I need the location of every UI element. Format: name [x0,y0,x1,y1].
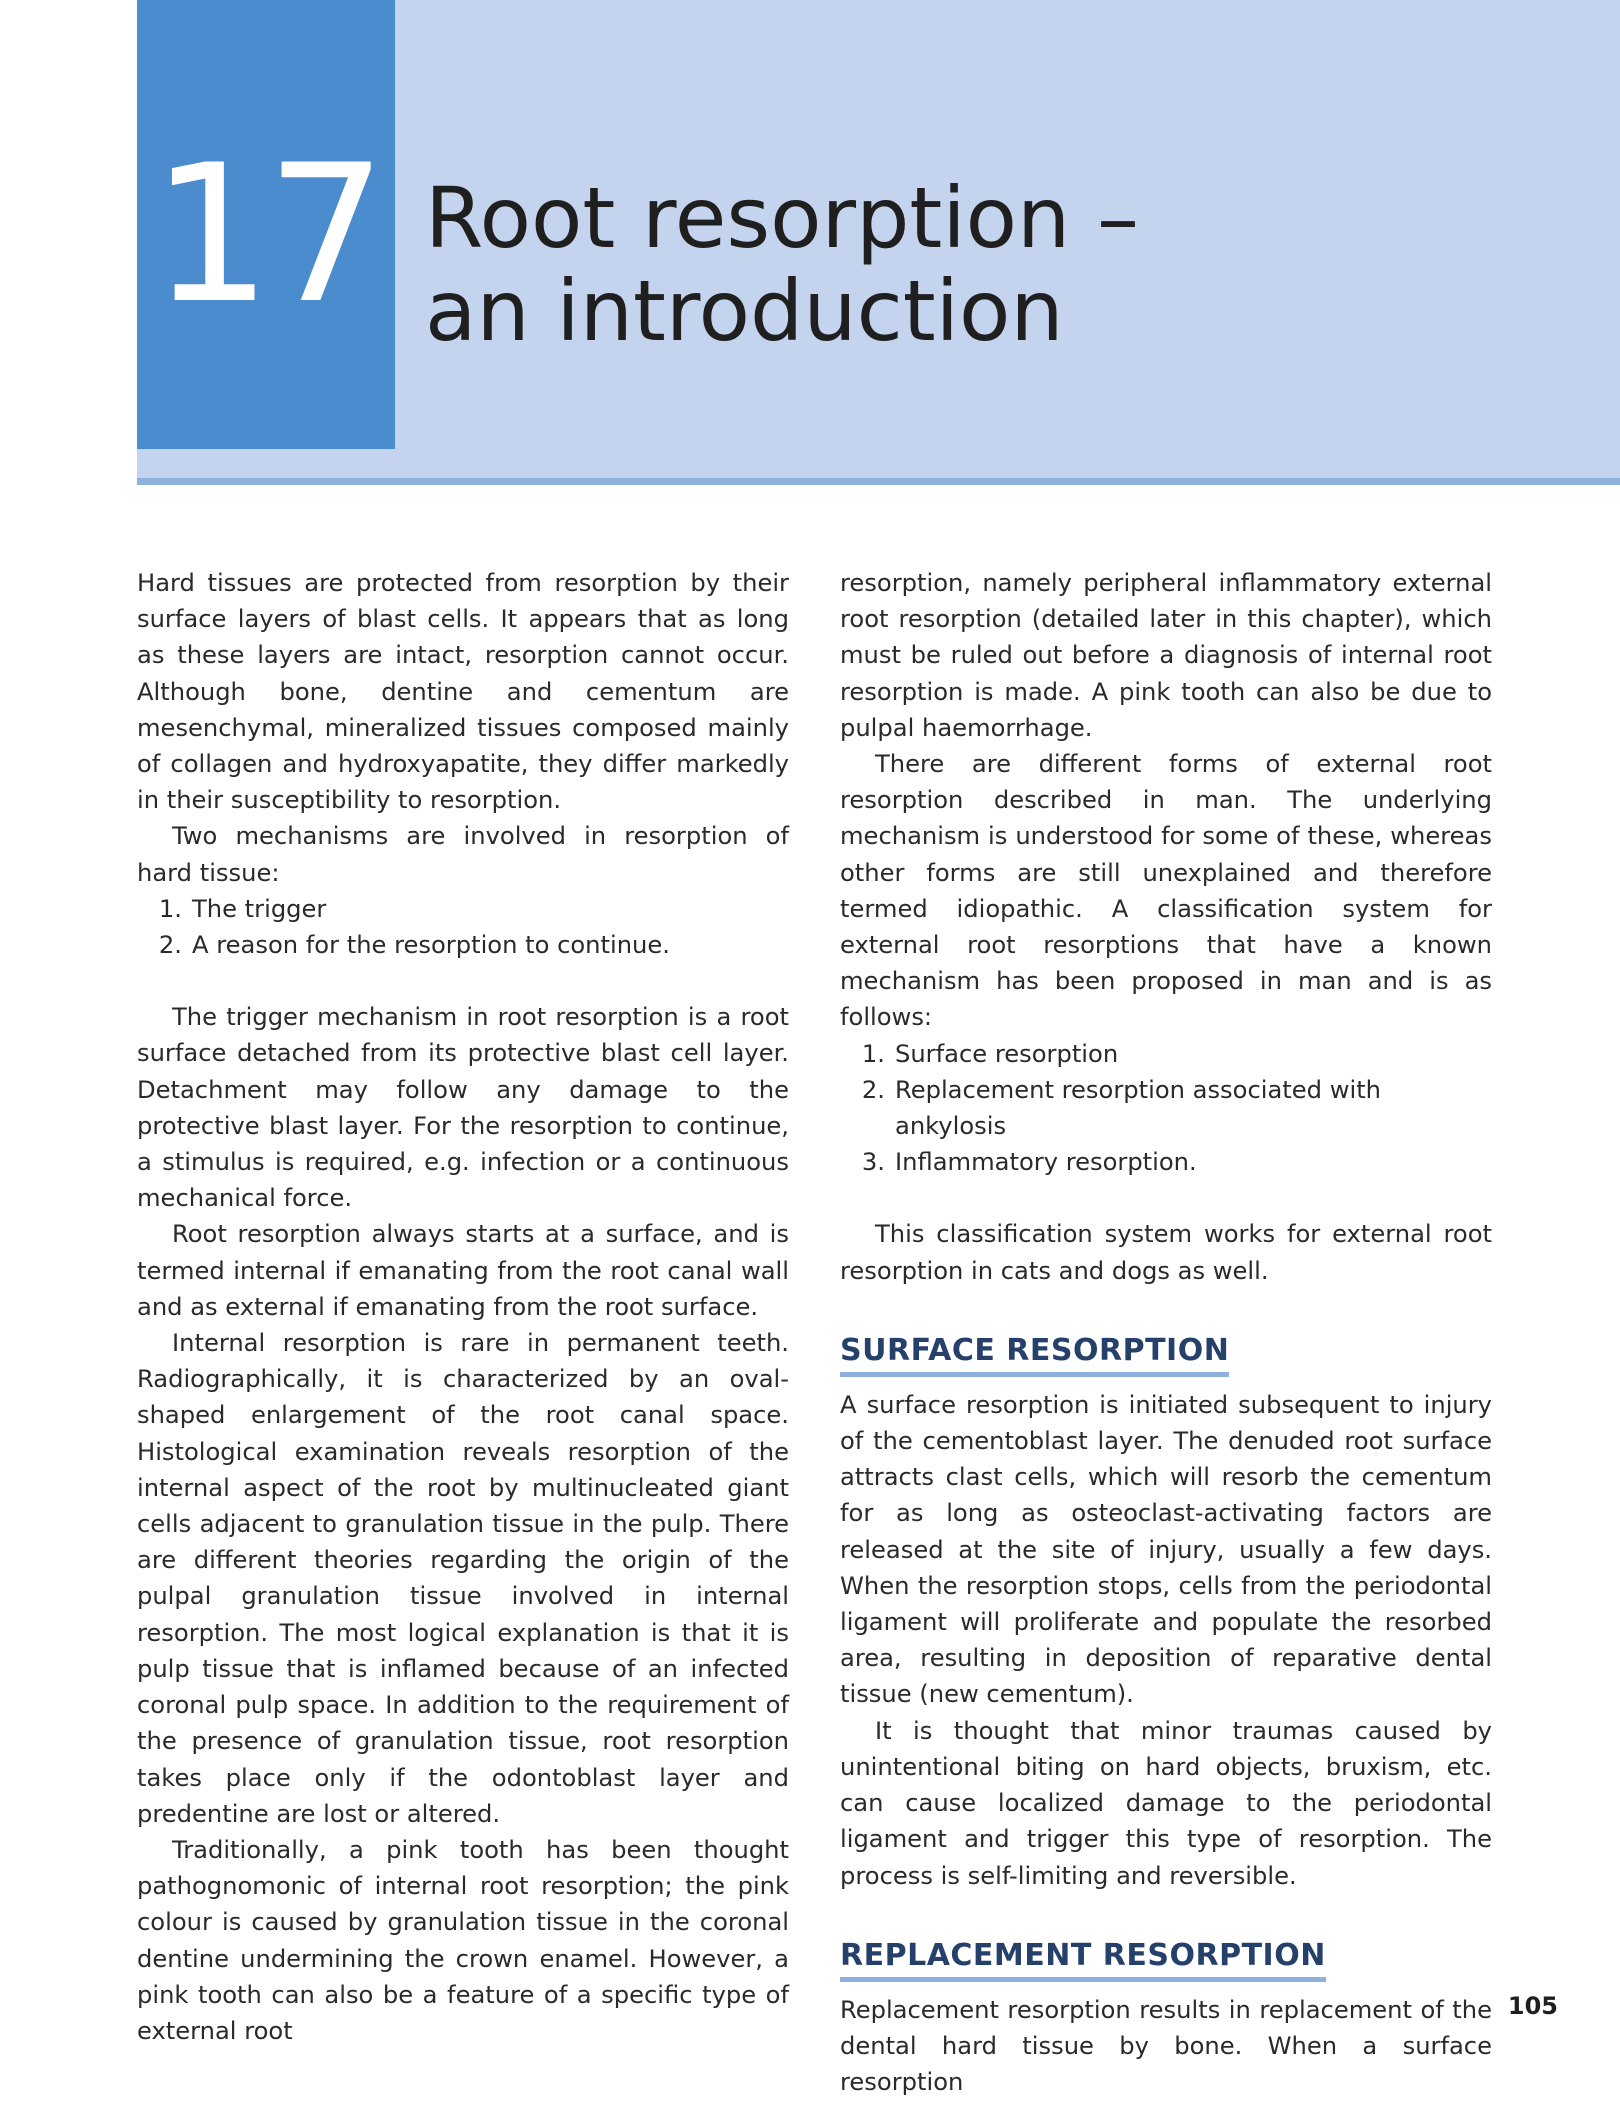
paragraph: Two mechanisms are involved in resorption of hard tissue: [137,822,789,887]
list-text: A reason for the resorption to continue. [192,931,670,960]
paragraph: Hard tissues are protected from resorption by their surface layers of blast cells. It appears that as long as these layers are intact, resorption cannot occur. Although bone, dentine and cementum are mesenchymal, mineralized tissues composed mainly of collagen and hydroxyapatite, they differ markedly in their susceptibility to resorption. [137,569,789,815]
chapter-title-line-2: an introduction [425,262,1064,360]
paragraph: resorption, namely peripheral inflammatory external root resorption (detailed later in this chapter), which must be ruled out before a diagnosis of internal root resorption is made. A pink tooth can also be due to pulpal haemorrhage. [840,569,1492,742]
chapter-title [425,169,1139,360]
list-text: Replacement resorption associated with ankylosis [895,1075,1382,1141]
chapter-title-line-1: Root resorption – [425,169,1139,267]
list-item [840,1144,1492,1180]
right-column [840,565,1492,2100]
paragraph: The trigger mechanism in root resorption is a root surface detached from its protective blast cell layer. Detachment may follow any damage to the protective blast layer. For the resorption to continue, a stimulus is required, e.g. infection or a continuous mechanical force. [137,1003,789,1213]
section-heading-surface [840,1289,1492,1377]
page-number: 105 [1507,1992,1558,2020]
paragraph: There are different forms of external root resorption described in man. The underlying mechanism is understood for some of these, whereas other forms are still unexplained and therefore termed idiopathic. A classification system for external root resorptions that have a known mechanism has been proposed in man and is as follows: [840,750,1492,1032]
list-item [840,1036,1492,1072]
heading-underline [840,1977,1326,1982]
list-number: 2. [861,1075,885,1104]
paragraph: Traditionally, a pink tooth has been thought pathognomonic of internal root resorption; the pink colour is caused by granulation tissue in the coronal dentine undermining the crown enamel. However, a pink tooth can also be a feature of a specific type of external root [137,1835,789,2045]
paragraph: A surface resorption is initiated subsequent to injury of the cementoblast layer. The denuded root surface attracts clast cells, which will resorb the cementum for as long as osteoclast-activating factors are released at the site of injury, usually a few days. When the resorption stops, cells from the periodontal ligament will proliferate and populate the resorbed area, resulting in deposition of reparative dental tissue (new cementum). [840,1390,1492,1709]
header-rule [137,478,1620,485]
section-heading-text: REPLACEMENT RESORPTION [840,1937,1326,1973]
paragraph: Internal resorption is rare in permanent teeth. Radiographically, it is characterized by an oval-shaped enlargement of the root canal space. Histological examination reveals resorption of the internal aspect of the root by multinucleated giant cells adjacent to granulation tissue in the pulp. There are different theories regarding the origin of the pulpal granulation tissue involved in internal resorption. The most logical explanation is that it is pulp tissue that is inflamed because of an infected coronal pulp space. In addition to the requirement of the presence of granulation tissue, root resorption takes place only if the odontoblast layer and predentine are lost or altered. [137,1329,789,1828]
section-heading-text: SURFACE RESORPTION [840,1332,1230,1368]
mechanisms-list [137,891,789,963]
list-text: Surface resorption [895,1039,1119,1068]
list-item [137,927,789,963]
list-number: 3. [861,1148,885,1177]
classification-list [840,1036,1492,1181]
section-heading [840,1937,1326,1982]
paragraph: Replacement resorption results in replacement of the dental hard tissue by bone. When a surface resorption [840,1995,1492,2097]
paragraph: Root resorption always starts at a surface, and is termed internal if emanating from the root canal wall and as external if emanating from the root surface. [137,1220,789,1321]
list-item [840,1072,1492,1144]
list-text: Inflammatory resorption. [895,1148,1197,1177]
section-heading-replacement [840,1894,1492,1982]
paragraph: It is thought that minor traumas caused by unintentional biting on hard objects, bruxism, etc. can cause localized damage to the periodontal ligament and trigger this type of resorption. The process is self-limiting and reversible. [840,1716,1492,1890]
list-text: The trigger [192,894,327,923]
chapter-number: 17 [151,124,381,345]
paragraph: This classification system works for external root resorption in cats and dogs as well. [840,1220,1492,1285]
list-number: 1. [158,894,182,923]
list-number: 2. [158,931,182,960]
list-number: 1. [861,1039,885,1068]
left-column [137,565,789,2049]
heading-underline [840,1372,1229,1377]
list-item [137,891,789,927]
section-heading [840,1332,1229,1377]
